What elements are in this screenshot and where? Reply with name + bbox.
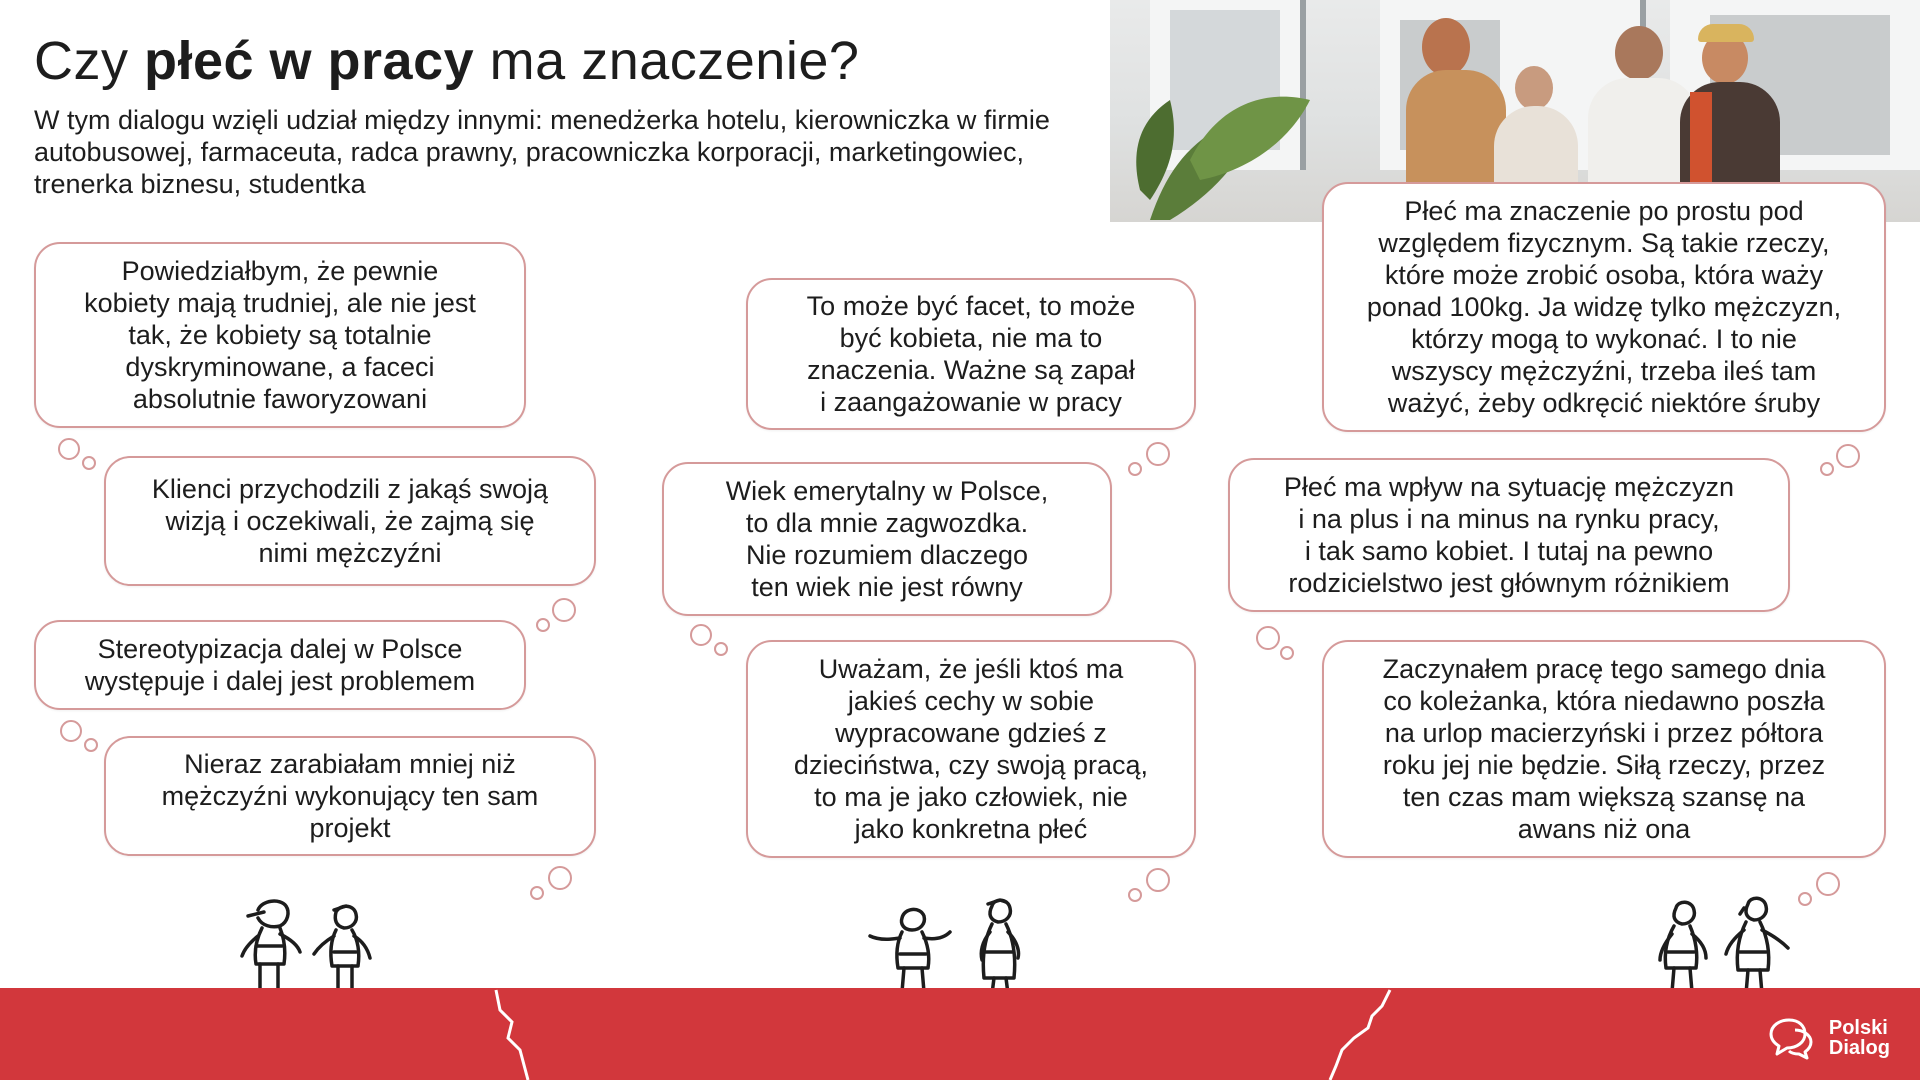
- quote-bubble-9: [1228, 458, 1790, 612]
- quote-bubble-5: [746, 278, 1196, 430]
- title-prefix: Czy: [34, 31, 144, 91]
- quote-text-7: Uważam, że jeśli ktoś ma jakieś cechy w sobie wypracowane gdzieś z dzieciństwa, czy swoją pracą, to ma je jako człowiek, nie jako konkretna płeć: [793, 654, 1149, 844]
- people-illustration-left: [236, 896, 396, 996]
- quote-bubble-6: [662, 462, 1112, 616]
- quote-text-10: Zaczynałem pracę tego samego dnia co koleżanka, która niedawno poszła na urlop macierzyński i przez półtora roku jej nie będzie. Siłą rzeczy, przez ten czas mam większą szansę na awans niż ona: [1382, 654, 1826, 844]
- logo-line-1: Polski: [1828, 1017, 1888, 1039]
- quote-text-6: Wiek emerytalny w Polsce, to dla mnie zagwozdka. Nie rozumiem dlaczego ten wiek nie jest równy: [725, 476, 1049, 602]
- quote-text-5: To może być facet, to może być kobieta, nie ma to znaczenia. Ważne są zapał i zaangażowanie w pracy: [806, 291, 1136, 417]
- quote-bubble-2: [104, 456, 596, 586]
- title-suffix: ma znaczenie?: [474, 31, 860, 91]
- quote-bubble-3: [34, 620, 526, 710]
- title-bold: płeć w pracy: [144, 31, 475, 91]
- page-subtitle: W tym dialogu wzięli udział między innymi: menedżerka hotelu, kierowniczka w firmie autobusowej, farmaceuta, radca prawny, pracowniczka korporacji, marketingowiec, trenerka biznesu, studentka: [34, 105, 1050, 199]
- quote-bubble-8: [1322, 182, 1886, 432]
- quote-text-2: Klienci przychodzili z jakąś swoją wizją i oczekiwali, że zajmą się nimi mężczyźni: [151, 474, 549, 568]
- bottom-band: [0, 988, 1920, 1080]
- speech-bubbles-icon: [1765, 1016, 1817, 1060]
- people-illustration-middle: [868, 896, 1058, 996]
- quote-bubble-10: [1322, 640, 1886, 858]
- quote-text-4: Nieraz zarabiałam mniej niż mężczyźni wykonujący ten sam projekt: [161, 749, 539, 843]
- polski-dialog-logo: [1765, 1016, 1890, 1060]
- quote-text-9: Płeć ma wpływ na sytuację mężczyzn i na plus i na minus na rynku pracy, i tak samo kobiet. I tutaj na pewno rodzicielstwo jest głównym różnikiem: [1283, 472, 1735, 598]
- logo-line-2: Dialog: [1828, 1037, 1890, 1059]
- quote-text-8: Płeć ma znaczenie po prostu pod względem fizycznym. Są takie rzeczy, które może zrobić osoba, która waży ponad 100kg. Ja widzę tylko mężczyzn, którzy mogą to wykonać. I to nie wszyscy mężczyźni, trzeba ileś tam ważyć, żeby odkręcić niektóre śruby: [1366, 196, 1842, 418]
- quote-bubble-7: [746, 640, 1196, 858]
- logo-text: [1829, 1018, 1890, 1058]
- quote-text-3: Stereotypizacja dalej w Polsce występuje i dalej jest problemem: [84, 634, 476, 696]
- quote-bubble-4: [104, 736, 596, 856]
- quote-text-1: Powiedziałbym, że pewnie kobiety mają trudniej, ale nie jest tak, że kobiety są totalnie dyskryminowane, a faceci absolutnie faworyzowani: [84, 256, 476, 414]
- people-illustration-right: [1644, 896, 1804, 996]
- page-title: [34, 30, 859, 92]
- quote-bubble-1: [34, 242, 526, 428]
